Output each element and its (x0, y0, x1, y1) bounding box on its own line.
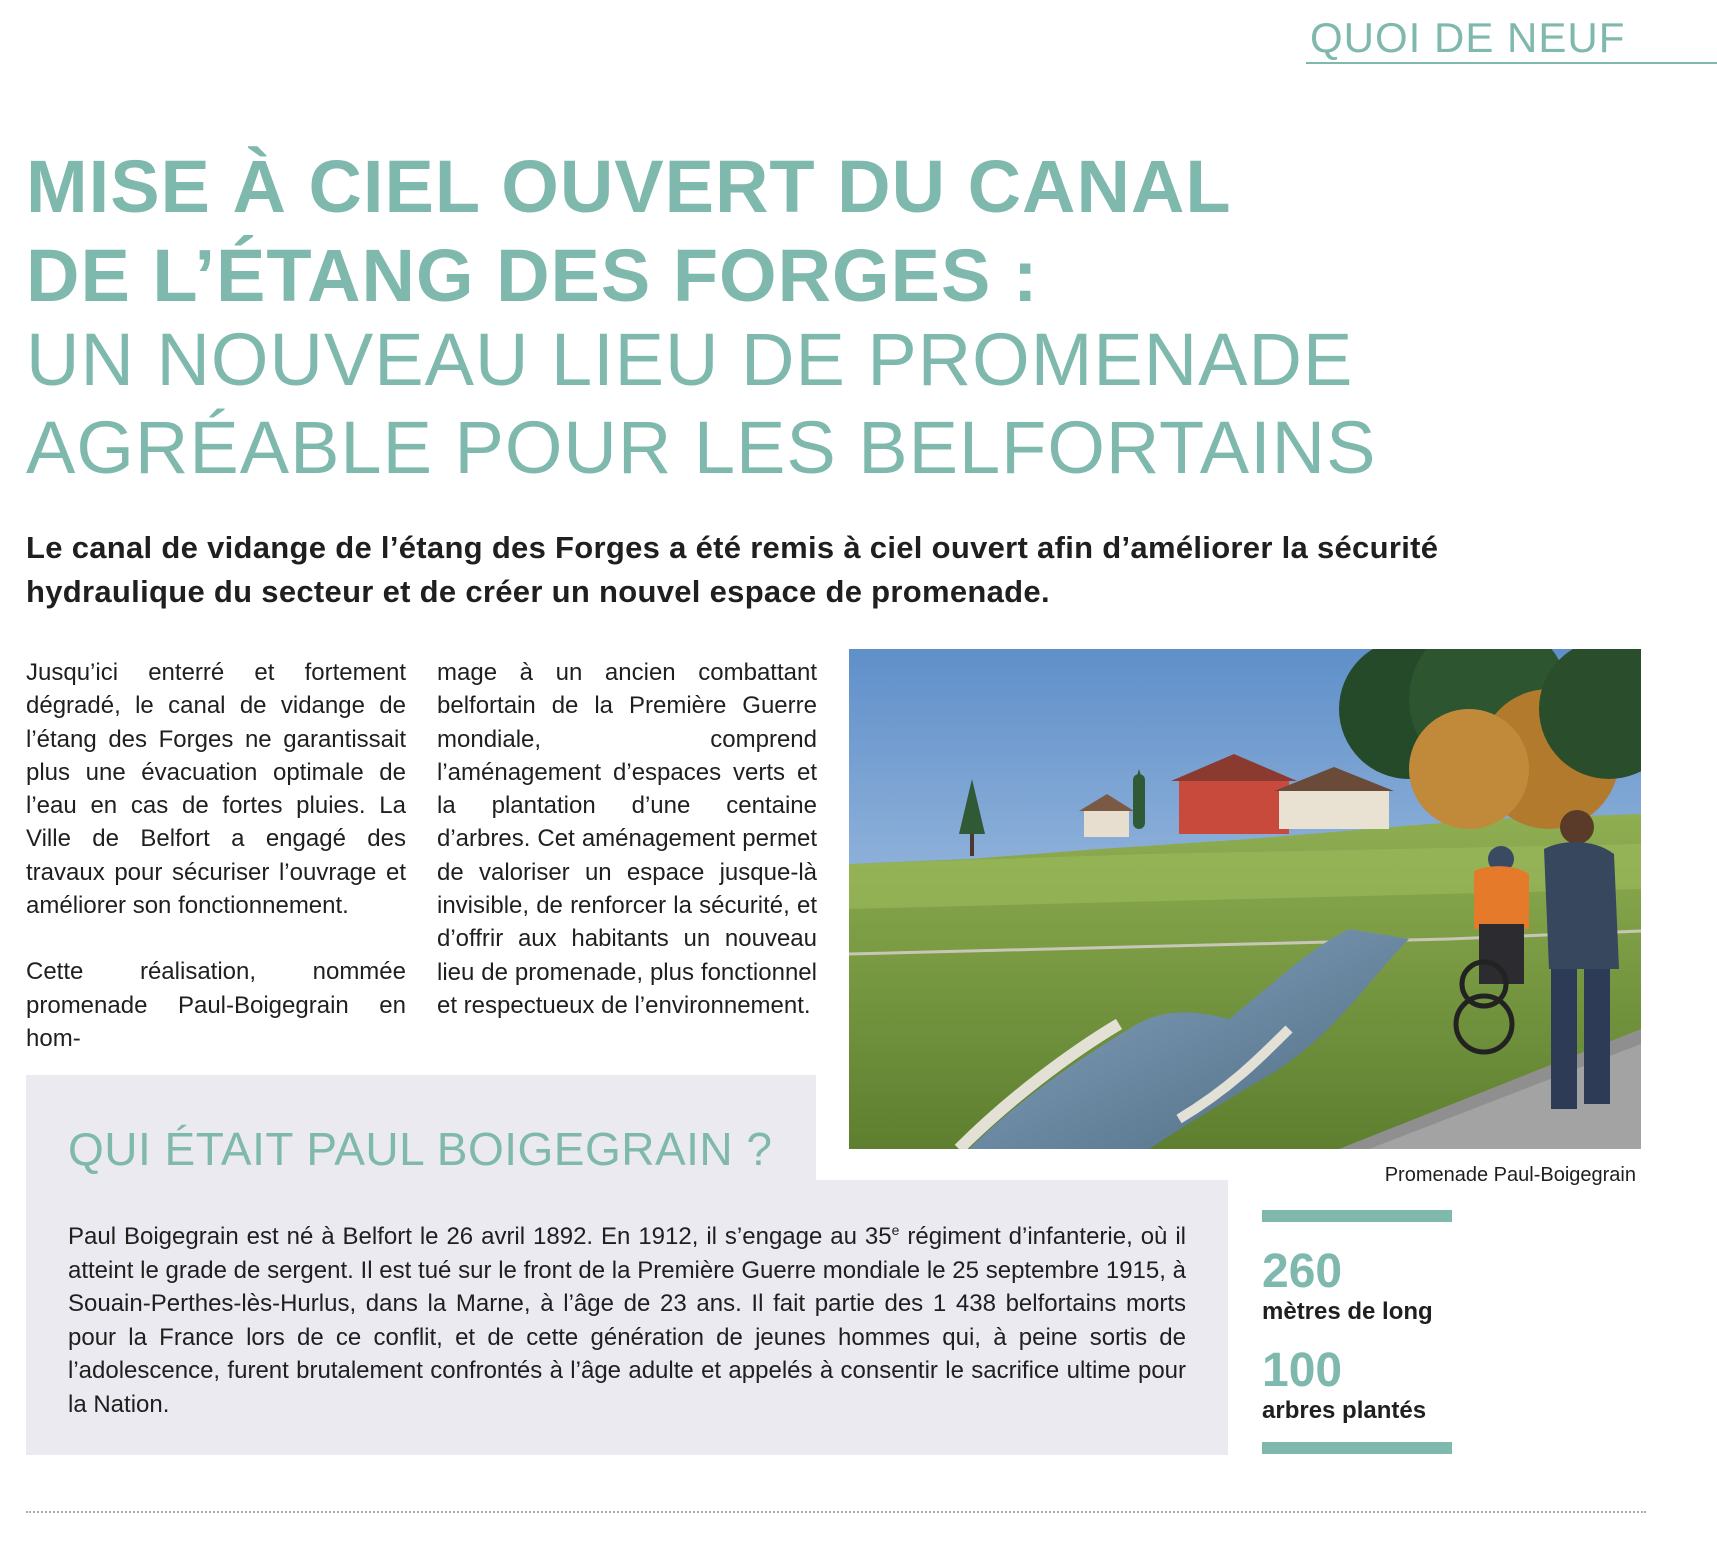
stat-value-length: 260 (1262, 1245, 1343, 1298)
lead-paragraph: Le canal de vidange de l’étang des Forges a été remis à ciel ouvert afin d’améliorer la sécurité hydraulique du secteur et de créer un nouvel espace de promenade. (26, 530, 1439, 609)
section-rule (1306, 62, 1717, 64)
page-title (26, 142, 1686, 320)
stat-label-length: mètres de long (1262, 1298, 1433, 1325)
body-column-1 (26, 656, 406, 1088)
subtitle-line-2: AGRÉABLE POUR LES BELFORTAINS (26, 406, 1377, 489)
promenade-photo (849, 649, 1641, 1149)
info-box-text (68, 1214, 1186, 1421)
stats-top-rule (1262, 1210, 1452, 1222)
footer-dotted-rule (26, 1511, 1646, 1513)
body-paragraph: Cette réalisation, nommée promenade Paul-Boigegrain en hom- (26, 958, 406, 1052)
stat-label-trees: arbres plantés (1262, 1397, 1427, 1424)
info-box-text-a: Paul Boigegrain est né à Belfort le 26 avril 1892. En 1912, il s’engage au 35 (68, 1223, 892, 1250)
body-paragraph: Jusqu’ici enterré et fortement dégradé, le canal de vidange de l’étang des Forges ne garantissait plus une évacuation optimale de l’eau en cas de fortes pluies. La Ville de Belfort a engagé des travaux pour sécuriser l’ouvrage et améliorer son fonctionnement. (26, 659, 406, 920)
body-column-2 (437, 656, 817, 1055)
subtitle-line-1: UN NOUVEAU LIEU DE PROMENADE (26, 318, 1354, 401)
info-box-text-b: régiment d’infanterie, où il atteint le grade de sergent. Il est tué sur le front de la Première Guerre mondiale le 25 septembre 1915, à Souain-Perthes-lès-Hurlus, dans la Marne, à l’âge de 23 ans. Il fait partie des 1 438 belfortains morts pour la France lors de ce conflit, et de cette génération de jeunes hommes qui, à peine sortis de l’adolescence, furent brutalement confrontés à l’âge adulte et appelés à consentir le sacrifice ultime pour la Nation. (68, 1223, 1186, 1418)
body-paragraph: mage à un ancien combattant belfortain de la Première Guerre mondiale, comprend l’aménagement d’espaces verts et la plantation d’une centaine d’arbres. Cet aménagement permet de valoriser un espace jusque-là invisible, de renforcer la sécurité, et d’offrir aux habitants un nouveau lieu de promenade, plus fonctionnel et respectueux de l’environnement. (437, 659, 817, 1019)
info-box-title: QUI ÉTAIT PAUL BOIGEGRAIN ? (68, 1123, 773, 1175)
section-label: QUOI DE NEUF (1310, 14, 1626, 61)
ordinal-suffix: e (891, 1222, 900, 1238)
stat-value-trees: 100 (1262, 1344, 1343, 1397)
photo-caption: Promenade Paul-Boigegrain (1384, 1164, 1636, 1186)
title-line-2: DE L’ÉTANG DES FORGES : (26, 234, 1039, 317)
page-subtitle (26, 316, 1686, 492)
title-line-1: MISE À CIEL OUVERT DU CANAL (26, 145, 1232, 228)
stats-bottom-rule (1262, 1442, 1452, 1454)
